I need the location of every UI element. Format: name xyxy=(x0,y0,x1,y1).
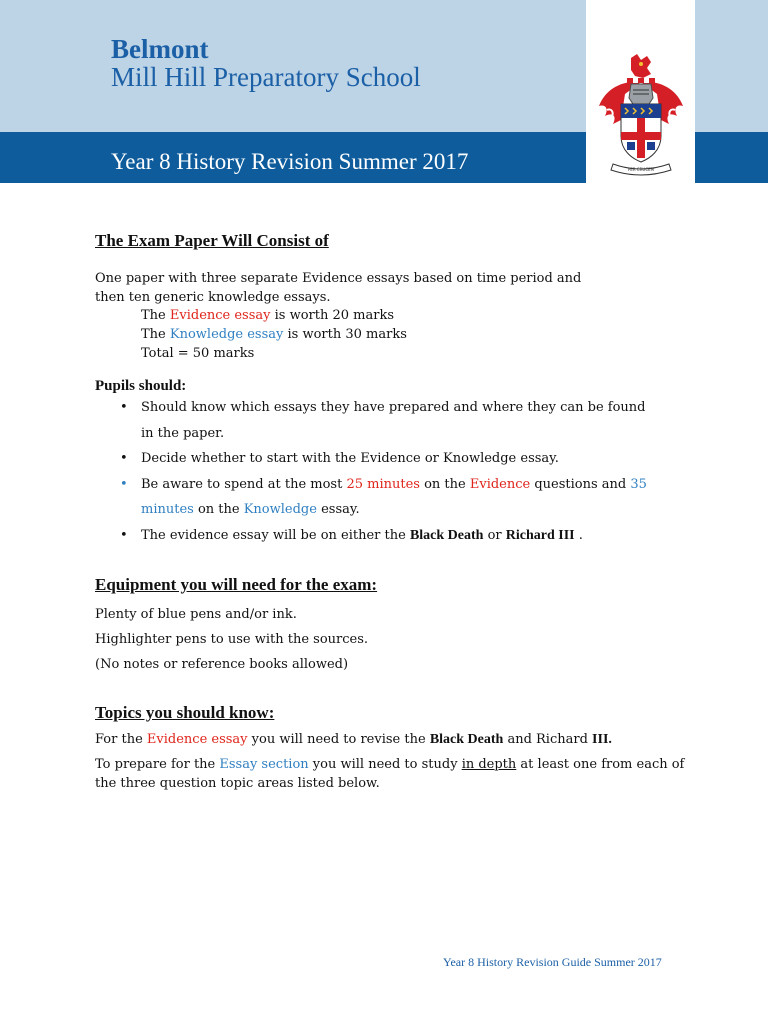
bullet-text: . xyxy=(574,527,583,543)
school-crest-icon xyxy=(591,50,691,178)
topics-text-span: you will need to revise the xyxy=(247,732,430,747)
marks-text: is worth 20 marks xyxy=(270,308,395,323)
exam-intro-line: then ten generic knowledge essays. xyxy=(95,290,331,305)
topics-text-span: To prepare for the xyxy=(95,757,220,772)
bullet-text: Should know which essays they have prepared and where they can be found xyxy=(141,400,646,415)
time-limit-knowledge-unit: minutes xyxy=(141,502,194,517)
topics-heading: Topics you should know: xyxy=(95,703,275,722)
equipment-heading: Equipment you will need for the exam: xyxy=(95,575,378,594)
topics-line xyxy=(95,730,695,749)
topics-line: the three question topic areas listed below. xyxy=(95,776,380,791)
school-subname: Mill Hill Preparatory School xyxy=(111,62,421,92)
bullet-text: Be aware to spend at the most xyxy=(141,476,347,492)
richard-iii-label: Richard III xyxy=(505,527,575,543)
bullet-icon: • xyxy=(120,527,128,543)
bullet-text: Decide whether to start with the Evidence or Knowledge essay. xyxy=(141,451,559,466)
topics-text-span: at least one from each of xyxy=(516,757,685,772)
bullet-icon: • xyxy=(120,476,128,492)
exam-intro xyxy=(95,269,695,307)
list-item xyxy=(120,472,680,523)
equipment-list xyxy=(95,602,368,677)
evidence-essay-label: Evidence essay xyxy=(169,308,271,323)
school-name: Belmont xyxy=(111,34,209,64)
exam-intro-line: One paper with three separate Evidence essays based on time period and xyxy=(95,271,582,286)
evidence-marks-line xyxy=(141,306,641,325)
bullet-text: The evidence essay will be on either the xyxy=(141,527,410,543)
page-title: Year 8 History Revision Summer 2017 xyxy=(111,149,469,174)
equipment-item: Highlighter pens to use with the sources. xyxy=(95,632,369,647)
knowledge-essay-label: Knowledge essay xyxy=(169,327,284,342)
bullet-icon: • xyxy=(120,400,128,415)
list-item xyxy=(120,523,680,549)
time-limit-evidence: 25 minutes xyxy=(346,476,420,492)
pupils-list xyxy=(120,395,680,548)
exam-heading: The Exam Paper Will Consist of xyxy=(95,231,329,250)
list-item xyxy=(120,446,680,472)
in-depth-label: in depth xyxy=(461,757,517,772)
bullet-icon: • xyxy=(120,451,128,466)
crest-motto: PER CRUCEM xyxy=(627,167,655,172)
total-marks-line: Total = 50 marks xyxy=(141,346,255,361)
marks-text: The xyxy=(141,327,170,342)
topics-text-span: and Richard xyxy=(503,732,593,747)
equipment-item: Plenty of blue pens and/or ink. xyxy=(95,607,297,622)
bullet-text: on the xyxy=(419,476,470,492)
marks-text: The xyxy=(141,308,170,323)
time-limit-knowledge: 35 xyxy=(630,476,647,492)
essay-section-label: Essay section xyxy=(219,757,309,772)
bullet-text: essay. xyxy=(316,502,360,517)
equipment-item: (No notes or reference books allowed) xyxy=(95,657,349,672)
page-footer: Year 8 History Revision Guide Summer 2017 xyxy=(443,955,662,969)
list-item xyxy=(120,395,680,446)
black-death-label: Black Death xyxy=(409,527,484,543)
crest-panel xyxy=(586,0,695,183)
pupils-heading: Pupils should: xyxy=(95,378,187,394)
bullet-text: questions and xyxy=(530,476,631,492)
knowledge-label: Knowledge xyxy=(243,502,317,517)
topics-line xyxy=(95,755,695,774)
marks-text: is worth 30 marks xyxy=(283,327,407,342)
bullet-text: on the xyxy=(193,502,244,517)
marks-list xyxy=(141,306,641,363)
topics-text-span: For the xyxy=(95,732,147,747)
knowledge-marks-line xyxy=(141,325,641,344)
topics-text-span: you will need to study xyxy=(308,757,462,772)
bullet-text: in the paper. xyxy=(141,425,225,441)
richard-iii-label: III. xyxy=(592,732,612,747)
bullet-text: or xyxy=(483,527,506,543)
evidence-essay-label: Evidence essay xyxy=(146,732,248,747)
black-death-label: Black Death xyxy=(429,732,504,747)
topics-text xyxy=(95,730,695,793)
evidence-label: Evidence xyxy=(469,476,531,492)
